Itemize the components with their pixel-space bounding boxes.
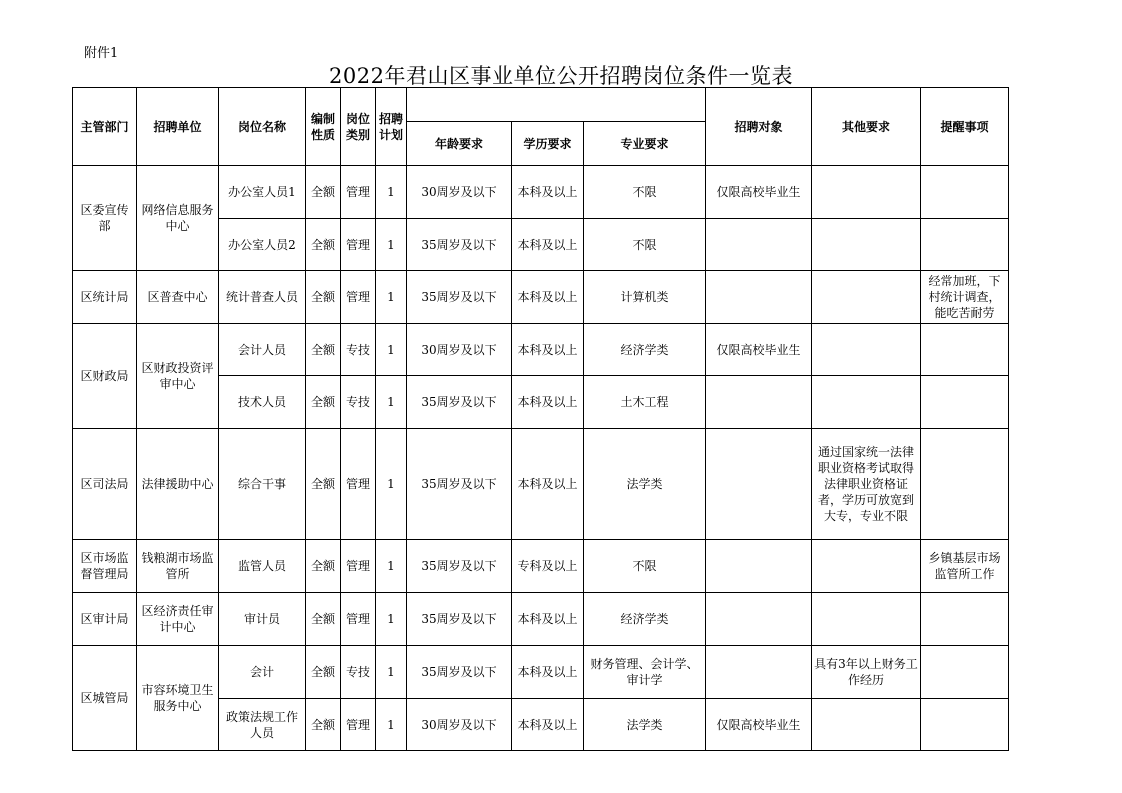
cell-remind: 乡镇基层市场监管所工作 — [921, 540, 1009, 593]
cell-remind — [921, 593, 1009, 646]
cell-target — [706, 376, 812, 429]
cell-other — [812, 219, 921, 271]
cell-unit: 网络信息服务中心 — [137, 166, 219, 271]
cell-remind — [921, 376, 1009, 429]
cell-edu: 本科及以上 — [512, 166, 584, 219]
table-body — [73, 166, 1009, 751]
cell-remind — [921, 699, 1009, 751]
cell-unit: 法律援助中心 — [137, 429, 219, 540]
table-row — [73, 540, 1009, 593]
header-age: 年龄要求 — [407, 122, 512, 166]
cell-category: 管理 — [341, 593, 376, 646]
header-dept: 主管部门 — [73, 88, 137, 166]
cell-remind — [921, 646, 1009, 699]
cell-age: 30周岁及以下 — [407, 166, 512, 219]
cell-target — [706, 593, 812, 646]
cell-plan: 1 — [376, 429, 407, 540]
cell-edu: 本科及以上 — [512, 219, 584, 271]
cell-other: 通过国家统一法律职业资格考试取得法律职业资格证者，学历可放宽到大专，专业不限 — [812, 429, 921, 540]
cell-other — [812, 540, 921, 593]
cell-plan: 1 — [376, 166, 407, 219]
cell-major: 不限 — [584, 166, 706, 219]
cell-staffing: 全额 — [306, 429, 341, 540]
cell-age: 35周岁及以下 — [407, 429, 512, 540]
cell-target — [706, 429, 812, 540]
table-row — [73, 166, 1009, 219]
cell-major: 经济学类 — [584, 593, 706, 646]
header-major: 专业要求 — [584, 122, 706, 166]
cell-dept: 区司法局 — [73, 429, 137, 540]
cell-major: 法学类 — [584, 699, 706, 751]
cell-plan: 1 — [376, 271, 407, 324]
cell-category: 管理 — [341, 166, 376, 219]
cell-category: 管理 — [341, 271, 376, 324]
cell-edu: 专科及以上 — [512, 540, 584, 593]
cell-major: 土木工程 — [584, 376, 706, 429]
cell-age: 30周岁及以下 — [407, 324, 512, 376]
cell-edu: 本科及以上 — [512, 324, 584, 376]
cell-post: 办公室人员2 — [219, 219, 306, 271]
table-row — [73, 324, 1009, 376]
cell-other — [812, 699, 921, 751]
header-conditions-group — [407, 88, 706, 122]
cell-other — [812, 593, 921, 646]
cell-edu: 本科及以上 — [512, 376, 584, 429]
cell-edu: 本科及以上 — [512, 429, 584, 540]
cell-other: 具有3年以上财务工作经历 — [812, 646, 921, 699]
cell-remind — [921, 219, 1009, 271]
cell-post: 综合干事 — [219, 429, 306, 540]
cell-dept: 区统计局 — [73, 271, 137, 324]
cell-staffing: 全额 — [306, 219, 341, 271]
cell-major: 不限 — [584, 219, 706, 271]
cell-unit: 区经济责任审计中心 — [137, 593, 219, 646]
cell-target — [706, 219, 812, 271]
cell-category: 管理 — [341, 429, 376, 540]
cell-staffing: 全额 — [306, 271, 341, 324]
page-title: 2022年君山区事业单位公开招聘岗位条件一览表 — [329, 64, 793, 88]
cell-major: 不限 — [584, 540, 706, 593]
cell-target — [706, 646, 812, 699]
cell-post: 监管人员 — [219, 540, 306, 593]
cell-target: 仅限高校毕业生 — [706, 324, 812, 376]
cell-staffing: 全额 — [306, 593, 341, 646]
cell-staffing: 全额 — [306, 166, 341, 219]
cell-target — [706, 540, 812, 593]
cell-plan: 1 — [376, 646, 407, 699]
cell-plan: 1 — [376, 219, 407, 271]
cell-target — [706, 271, 812, 324]
attachment-label: 附件1 — [84, 46, 119, 61]
header-other: 其他要求 — [812, 88, 921, 166]
cell-plan: 1 — [376, 376, 407, 429]
cell-age: 35周岁及以下 — [407, 376, 512, 429]
cell-other — [812, 376, 921, 429]
cell-post: 统计普查人员 — [219, 271, 306, 324]
cell-edu: 本科及以上 — [512, 699, 584, 751]
cell-dept: 区财政局 — [73, 324, 137, 429]
header-plan: 招聘计划 — [376, 88, 407, 166]
header-target: 招聘对象 — [706, 88, 812, 166]
header-category: 岗位类别 — [341, 88, 376, 166]
cell-unit: 钱粮湖市场监管所 — [137, 540, 219, 593]
cell-unit: 市容环境卫生服务中心 — [137, 646, 219, 751]
cell-other — [812, 166, 921, 219]
cell-remind — [921, 324, 1009, 376]
cell-post: 会计人员 — [219, 324, 306, 376]
cell-age: 35周岁及以下 — [407, 646, 512, 699]
cell-plan: 1 — [376, 540, 407, 593]
header-remind: 提醒事项 — [921, 88, 1009, 166]
cell-category: 专技 — [341, 324, 376, 376]
cell-plan: 1 — [376, 324, 407, 376]
cell-edu: 本科及以上 — [512, 646, 584, 699]
cell-category: 管理 — [341, 219, 376, 271]
cell-post: 政策法规工作人员 — [219, 699, 306, 751]
cell-major: 财务管理、会计学、审计学 — [584, 646, 706, 699]
cell-age: 35周岁及以下 — [407, 593, 512, 646]
cell-dept: 区城管局 — [73, 646, 137, 751]
cell-major: 经济学类 — [584, 324, 706, 376]
cell-post: 办公室人员1 — [219, 166, 306, 219]
cell-dept: 区市场监督管理局 — [73, 540, 137, 593]
cell-major: 法学类 — [584, 429, 706, 540]
table-row — [73, 593, 1009, 646]
cell-staffing: 全额 — [306, 540, 341, 593]
cell-age: 35周岁及以下 — [407, 219, 512, 271]
cell-staffing: 全额 — [306, 376, 341, 429]
cell-remind: 经常加班，下村统计调查，能吃苦耐劳 — [921, 271, 1009, 324]
cell-major: 计算机类 — [584, 271, 706, 324]
cell-remind — [921, 166, 1009, 219]
cell-remind — [921, 429, 1009, 540]
cell-plan: 1 — [376, 699, 407, 751]
cell-unit: 区普查中心 — [137, 271, 219, 324]
cell-post: 审计员 — [219, 593, 306, 646]
cell-dept: 区审计局 — [73, 593, 137, 646]
cell-other — [812, 271, 921, 324]
cell-dept: 区委宣传部 — [73, 166, 137, 271]
cell-post: 会计 — [219, 646, 306, 699]
header-unit: 招聘单位 — [137, 88, 219, 166]
table-row — [73, 271, 1009, 324]
cell-plan: 1 — [376, 593, 407, 646]
cell-category: 专技 — [341, 646, 376, 699]
header-staffing: 编制性质 — [306, 88, 341, 166]
cell-age: 35周岁及以下 — [407, 271, 512, 324]
cell-other — [812, 324, 921, 376]
cell-age: 35周岁及以下 — [407, 540, 512, 593]
table-row — [73, 646, 1009, 699]
cell-edu: 本科及以上 — [512, 593, 584, 646]
cell-category: 专技 — [341, 376, 376, 429]
cell-staffing: 全额 — [306, 699, 341, 751]
cell-staffing: 全额 — [306, 324, 341, 376]
header-edu: 学历要求 — [512, 122, 584, 166]
table-row — [73, 429, 1009, 540]
cell-target: 仅限高校毕业生 — [706, 699, 812, 751]
cell-post: 技术人员 — [219, 376, 306, 429]
cell-edu: 本科及以上 — [512, 271, 584, 324]
header-post: 岗位名称 — [219, 88, 306, 166]
cell-staffing: 全额 — [306, 646, 341, 699]
cell-target: 仅限高校毕业生 — [706, 166, 812, 219]
cell-age: 30周岁及以下 — [407, 699, 512, 751]
recruitment-table — [72, 87, 1009, 751]
cell-unit: 区财政投资评审中心 — [137, 324, 219, 429]
cell-category: 管理 — [341, 540, 376, 593]
cell-category: 管理 — [341, 699, 376, 751]
